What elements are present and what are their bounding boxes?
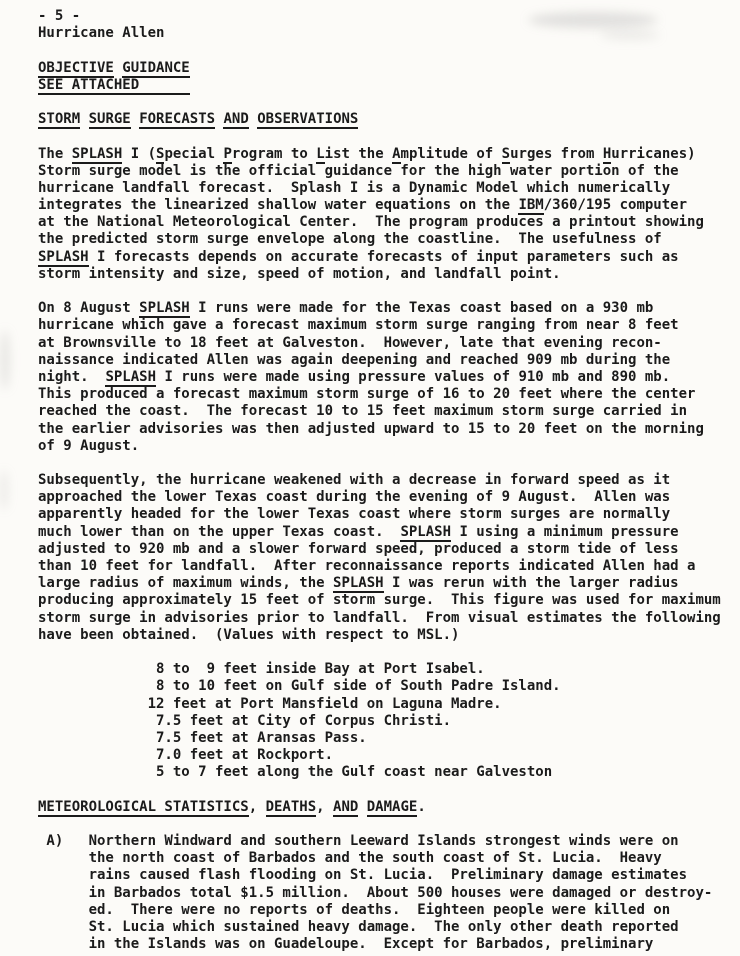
text-line: storm intensity and size, speed of motion, and landfall point. bbox=[38, 265, 561, 282]
text-line: producing approximately 15 feet of storm surge. This figure was used for maximum bbox=[38, 592, 721, 609]
text-line: the predicted storm surge envelope along the coastline. The usefulness of bbox=[38, 231, 662, 248]
underlined-text: AND bbox=[223, 111, 249, 128]
text-line: storm surge in advisories prior to landfall. From visual estimates the following bbox=[38, 609, 721, 626]
text-line: A) Northern Windward and southern Leeward Islands strongest winds were on bbox=[38, 833, 679, 849]
blank-line bbox=[38, 128, 740, 145]
text-line: large radius of maximum winds, the SPLASH I was rerun with the larger radius bbox=[38, 575, 679, 592]
text-line: of 9 August. bbox=[38, 437, 140, 454]
blank-line bbox=[38, 781, 740, 798]
text-line: - 5 - bbox=[38, 8, 81, 24]
text-line: reached the coast. The forecast 10 to 15 feet maximum storm surge carried in bbox=[38, 403, 688, 420]
text-line: in Barbados total $1.5 million. About 500 houses were damaged or destroy- bbox=[38, 884, 713, 901]
underlined-text: SPLASH bbox=[400, 523, 452, 540]
text-line: have been obtained. (Values with respect to MSL.) bbox=[38, 626, 460, 643]
text-line: The SPLASH I (Special Program to List the Amplitude of Surges from Hurricanes) bbox=[38, 145, 696, 162]
underlined-text: P bbox=[223, 145, 232, 162]
underlined-text: SURGE bbox=[88, 111, 131, 128]
blank-line bbox=[38, 816, 740, 833]
text-line: hurricane landfall forecast. Splash I is a Dynamic Model which numerically bbox=[38, 179, 671, 196]
text-line: night. SPLASH I runs were made using pressure values of 910 mb and 890 mb. bbox=[38, 368, 671, 385]
underlined-text: SPLASH bbox=[71, 145, 123, 162]
text-line: the north coast of Barbados and the south coast of St. Lucia. Heavy bbox=[38, 850, 662, 867]
text-line: On 8 August SPLASH I runs were made for the Texas coast based on a 930 mb bbox=[38, 300, 654, 317]
text-line bbox=[38, 111, 740, 128]
scan-smudge bbox=[0, 330, 10, 390]
underlined-text: S bbox=[156, 145, 165, 162]
text-line bbox=[38, 60, 740, 77]
text-line: 7.5 feet at City of Corpus Christi. bbox=[38, 712, 452, 729]
underlined-text: IBM bbox=[518, 197, 544, 214]
text-line: rains caused flash flooding on St. Lucia. Preliminary damage estimates bbox=[38, 867, 688, 884]
text-line: naissance indicated Allen was again deepening and reached 909 mb during the bbox=[38, 351, 671, 368]
underlined-text: AND bbox=[333, 798, 359, 815]
text-line: at Brownsville to 18 feet at Galveston. However, late that evening recon- bbox=[38, 334, 662, 351]
underlined-text: SEE ATTACHED bbox=[38, 76, 190, 93]
underlined-text: S bbox=[501, 145, 511, 162]
text-line: hurricane which gave a forecast maximum storm surge ranging from near 8 feet bbox=[38, 317, 679, 334]
blank-line bbox=[38, 455, 740, 472]
text-line: 12 feet at Port Mansfield on Laguna Madre. bbox=[38, 695, 502, 712]
text-line: 5 to 7 feet along the Gulf coast near Galveston bbox=[38, 764, 553, 781]
underlined-text: DEATHS bbox=[265, 798, 317, 815]
underlined-text: H bbox=[602, 145, 612, 162]
underlined-text: STORM bbox=[38, 111, 81, 128]
text-line: Storm surge model is the official guidance for the high water portion of the bbox=[38, 162, 679, 179]
blank-line bbox=[38, 42, 740, 59]
underlined-text: FORECASTS bbox=[139, 111, 216, 128]
blank-line bbox=[38, 283, 740, 300]
text-line: Subsequently, the hurricane weakened with a decrease in forward speed as it bbox=[38, 472, 671, 489]
text-line: at the National Meteorological Center. The program produces a printout showing bbox=[38, 214, 704, 231]
text-line: 7.5 feet at Aransas Pass. bbox=[38, 729, 367, 746]
scan-smudge bbox=[0, 470, 8, 510]
blank-line bbox=[38, 94, 740, 111]
text-line: in the Islands was on Guadeloupe. Except for Barbados, preliminary bbox=[38, 936, 654, 953]
text-line: METEOROLOGICAL STATISTICS, DEATHS, AND DAMAGE. bbox=[38, 798, 426, 815]
blank-line bbox=[38, 644, 740, 661]
underlined-text: OBSERVATIONS bbox=[257, 111, 359, 128]
text-line: than 10 feet for landfall. After reconnaissance reports indicated Allen had a bbox=[38, 558, 696, 574]
text-line: adjusted to 920 mb and a slower forward speed, produced a storm tide of less bbox=[38, 540, 679, 557]
underlined-text: OBJECTIVE bbox=[38, 59, 114, 76]
text-line: 8 to 10 feet on Gulf side of South Padre Island. bbox=[38, 678, 561, 695]
text-line: ed. There were no reports of deaths. Eighteen people were killed on bbox=[38, 901, 671, 918]
document-body bbox=[38, 8, 740, 953]
text-line: This produced a forecast maximum storm surge of 16 to 20 feet where the center bbox=[38, 386, 696, 403]
text-line: 7.0 feet at Rockport. bbox=[38, 747, 334, 764]
underlined-text: L bbox=[316, 145, 325, 162]
underlined-text: SPLASH bbox=[333, 575, 384, 592]
text-line: St. Lucia which sustained heavy damage. The only other death reported bbox=[38, 918, 679, 935]
text-line: much lower than on the upper Texas coast. SPLASH I using a minimum pressure bbox=[38, 523, 679, 540]
text-line: approached the lower Texas coast during the evening of 9 August. Allen was bbox=[38, 489, 671, 506]
underlined-text: SPLASH bbox=[105, 368, 157, 385]
text-line: the earlier advisories was then adjusted upward to 15 to 20 feet on the morning bbox=[38, 420, 704, 437]
underlined-text: SPLASH bbox=[139, 300, 190, 317]
underlined-text: SPLASH bbox=[38, 248, 89, 265]
underlined-text: METEOROLOGICAL STATISTICS bbox=[38, 798, 249, 815]
text-line: apparently headed for the lower Texas coast where storm surges are normally bbox=[38, 506, 671, 523]
underlined-text: GUIDANCE bbox=[122, 59, 190, 76]
text-line bbox=[38, 77, 740, 94]
text-line: integrates the linearized shallow water equations on the IBM/360/195 computer bbox=[38, 197, 688, 214]
text-line: 8 to 9 feet inside Bay at Port Isabel. bbox=[38, 661, 485, 678]
text-line: Hurricane Allen bbox=[38, 25, 165, 42]
underlined-text: A bbox=[392, 145, 401, 162]
text-line: SPLASH I forecasts depends on accurate forecasts of input parameters such as bbox=[38, 248, 679, 265]
underlined-text: DAMAGE bbox=[366, 798, 418, 815]
